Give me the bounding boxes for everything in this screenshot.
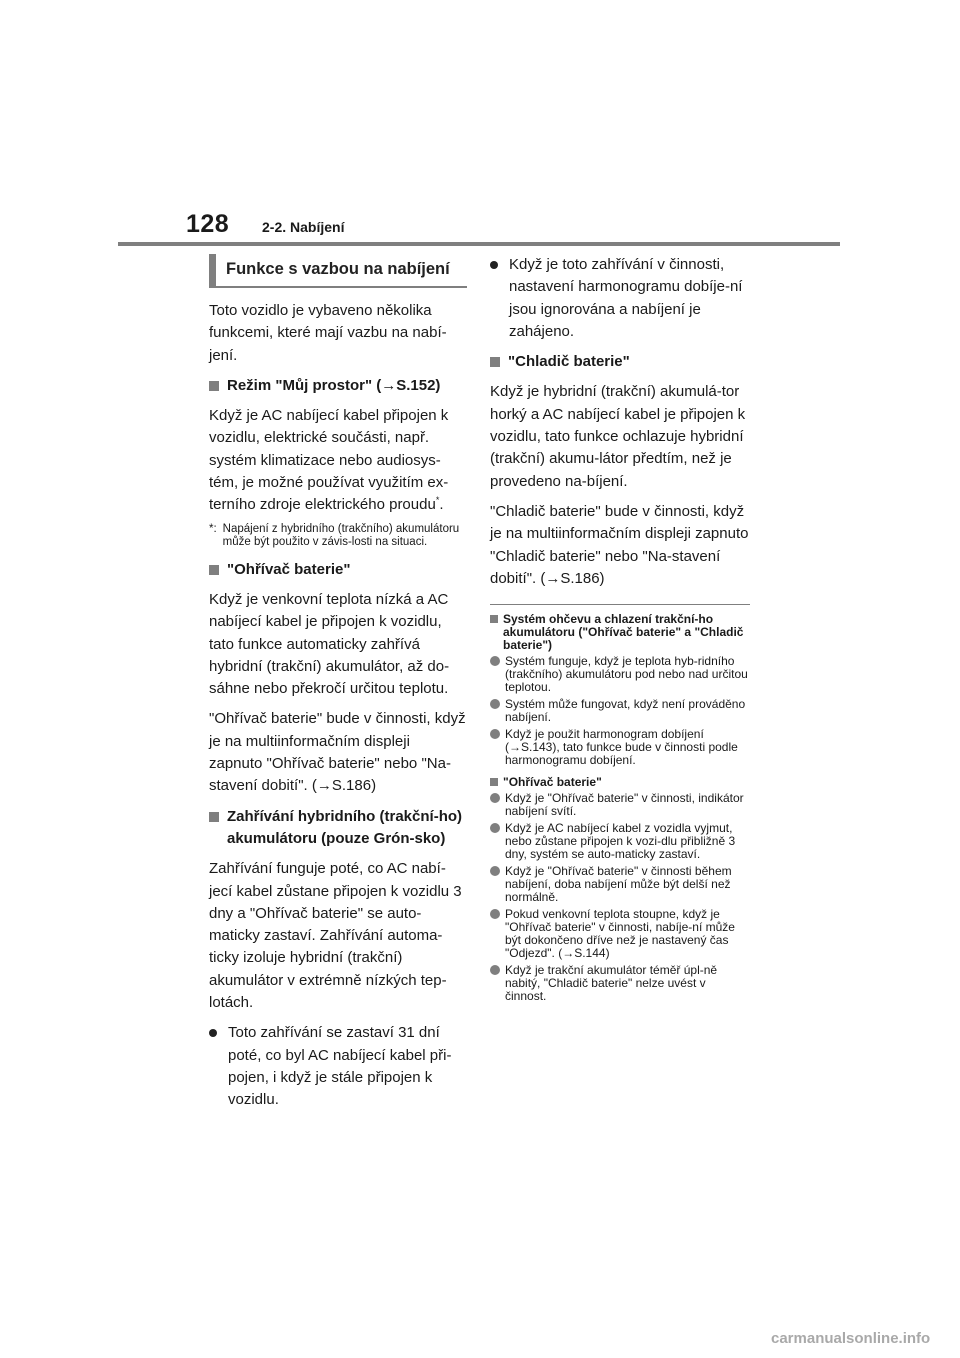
section-heading: Funkce s vazbou na nabíjení xyxy=(209,254,467,288)
square-bullet-icon xyxy=(209,565,219,575)
warming-paragraph: Zahřívání funguje poté, co AC nabí-jecí kabel zůstane připojen k vozidlu 3 dny a "Ohřívač baterie" se auto-maticky zastaví. Zahřívání automa-ticky izoluje hybridní (trakční) akumulátor v extrémně nízkých tep-lotách. xyxy=(209,860,462,1012)
page-number: 128 xyxy=(186,210,230,238)
info-item-text: Pokud venkovní teplota stoupne, když je "Ohřívač baterie" v činnosti, nabíje-ní může být dokončeno dříve než je nastavený čas "Odjezd". (→S.144) xyxy=(505,907,735,961)
info-heading-system-text: Systém ohčevu a chlazení trakční-ho akumulátoru ("Ohřívač baterie" a "Chladič baterie") xyxy=(503,612,744,653)
warming-heading xyxy=(209,806,467,851)
info-heading-heater xyxy=(490,776,750,789)
info-item-text: Systém může fungovat, když není prováděno nabíjení. xyxy=(505,697,746,725)
cooler-paragraph-1: Když je hybridní (trakční) akumulá-tor horký a AC nabíjecí kabel je připojen k vozidlu, tato funkce ochlazuje hybridní (trakční) akumu-látor předtím, než je provedeno na-bíjení. xyxy=(490,383,746,490)
mode-text: Když je AC nabíjecí kabel připojen k vozidlu, elektrické součásti, např. systém klimatizace nebo audiosys-tém, je možné používat využitím ex-terního zdroje elektrického proudu xyxy=(209,407,449,514)
cooler-heading xyxy=(490,351,750,373)
right-column xyxy=(490,254,750,1007)
warming-bullet-2-text: Když je toto zahřívání v činnosti, nastavení harmonogramu dobíje-ní jsou ignorována a nabíjení je zahájeno. xyxy=(509,256,743,340)
info-item-text: Když je trakční akumulátor téměř úpl-ně nabitý, "Chladič baterie" nelze uvést v činnost. xyxy=(505,963,718,1004)
info-item xyxy=(490,964,750,1003)
header-divider xyxy=(118,242,840,246)
info-item-text: Když je "Ohřívač baterie" v činnosti během nabíjení, doba nabíjení může být delší než normálně. xyxy=(505,864,732,905)
square-bullet-icon xyxy=(490,615,498,623)
warming-bullet xyxy=(209,1022,467,1111)
info-item xyxy=(490,655,750,694)
circle-bullet-icon xyxy=(490,699,500,709)
info-item xyxy=(490,908,750,960)
circle-bullet-icon xyxy=(490,909,500,919)
square-bullet-icon xyxy=(209,381,219,391)
info-item xyxy=(490,728,750,767)
heater-heading-text: "Ohřívač baterie" xyxy=(227,560,351,578)
footnote-marker: * xyxy=(435,495,440,506)
mode-paragraph xyxy=(209,405,467,516)
info-item-text: Když je AC nabíjecí kabel z vozidla vyjmut, nebo zůstane připojen k vozi-dlu přibližně 3 dny, systém se auto-maticky zastaví. xyxy=(505,821,736,862)
footnote-mark: *: xyxy=(209,522,217,535)
mode-text-end: . xyxy=(439,496,444,514)
warming-heading-text: Zahřívání hybridního (trakční-ho) akumulátoru (pouze Grón-sko) xyxy=(227,807,463,847)
info-heading-system xyxy=(490,613,750,652)
info-item-text: Systém funguje, když je teplota hyb-ridního (trakčního) akumulátoru pod nebo nad určitou teplotou. xyxy=(505,654,748,695)
bullet-dot-icon xyxy=(490,261,498,269)
circle-bullet-icon xyxy=(490,965,500,975)
info-heading-heater-text: "Ohřívač baterie" xyxy=(503,775,602,790)
square-bullet-icon xyxy=(209,812,219,822)
info-item xyxy=(490,865,750,904)
info-item-text: Když je "Ohřívač baterie" v činnosti, indikátor nabíjení svítí. xyxy=(505,791,744,819)
info-divider xyxy=(490,604,750,605)
intro-paragraph: Toto vozidlo je vybaveno několika funkcemi, které mají vazbu na nabí-jení. xyxy=(209,302,447,364)
mode-heading-text: Režim "Můj prostor" (→S.152) xyxy=(227,376,441,394)
square-bullet-icon xyxy=(490,357,500,367)
watermark: carmanualsonline.info xyxy=(771,1330,931,1347)
footnote xyxy=(209,523,467,549)
heater-heading xyxy=(209,559,467,581)
circle-bullet-icon xyxy=(490,656,500,666)
heater-paragraph-2: "Ohřívač baterie" bude v činnosti, když je na multiinformačním displeji zapnuto "Ohřívač baterie" nebo "Na-stavení dobití". (→S.186) xyxy=(209,710,466,795)
info-item-text: Když je použit harmonogram dobíjení (→S.143), tato funkce bude v činnosti podle harmonogramu dobíjení. xyxy=(505,727,738,768)
circle-bullet-icon xyxy=(490,866,500,876)
cooler-heading-text: "Chladič baterie" xyxy=(508,353,630,371)
info-item xyxy=(490,822,750,861)
section-label: 2-2. Nabíjení xyxy=(262,219,345,235)
left-column xyxy=(209,254,467,1120)
warming-bullet-2 xyxy=(490,254,750,343)
circle-bullet-icon xyxy=(490,823,500,833)
bullet-dot-icon xyxy=(209,1029,217,1037)
circle-bullet-icon xyxy=(490,793,500,803)
heater-paragraph-1: Když je venkovní teplota nízká a AC nabíjecí kabel je připojen k vozidlu, tato funkce automaticky zahřívá hybridní (trakční) akumulátor, až do-sáhne nebo překročí určitou teplotu. xyxy=(209,590,450,698)
mode-heading xyxy=(209,375,467,397)
footnote-text: Napájení z hybridního (trakčního) akumulátoru může být použito v závis-losti na situaci. xyxy=(222,522,460,548)
warming-bullet-text: Toto zahřívání se zastaví 31 dní poté, co byl AC nabíjecí kabel při-pojen, i když je stále připojen k vozidlu. xyxy=(228,1024,452,1109)
square-bullet-icon xyxy=(490,778,498,786)
circle-bullet-icon xyxy=(490,729,500,739)
info-item xyxy=(490,698,750,724)
info-item xyxy=(490,792,750,818)
cooler-paragraph-2: "Chladič baterie" bude v činnosti, když je na multiinformačním displeji zapnuto "Chladič baterie" nebo "Na-stavení dobití". (→S.186) xyxy=(490,502,749,587)
